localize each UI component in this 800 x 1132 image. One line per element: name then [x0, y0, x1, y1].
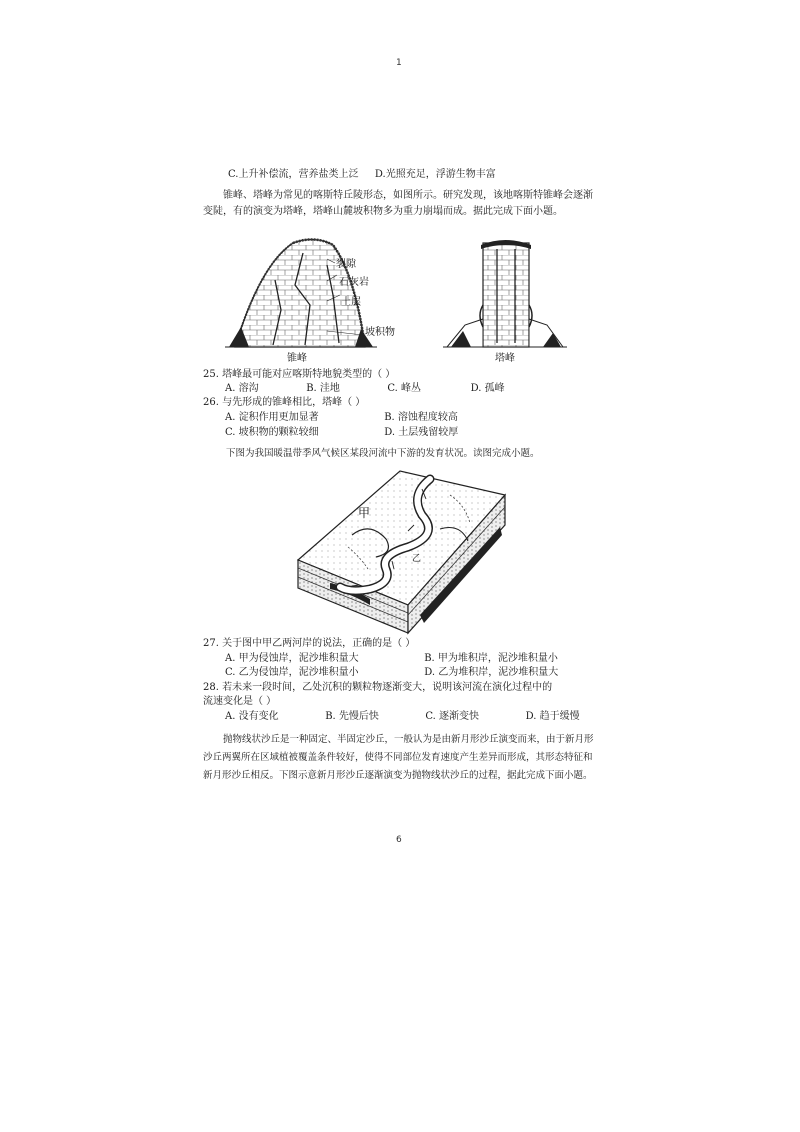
q26-stem: 26. 与先形成的锥峰相比，塔峰（ ）	[203, 397, 366, 408]
q27-stem: 27. 关于图中甲乙两河岸的说法，正确的是（ ）	[203, 638, 416, 649]
label-limestone: 石灰岩	[339, 277, 369, 288]
cone-peak-drawing	[225, 239, 377, 347]
intro-karst	[203, 188, 601, 220]
q27-option-b: B. 甲为堆积岸，泥沙堆积量小	[424, 653, 558, 664]
page-footer-number: 6	[396, 835, 402, 845]
label-soil: 土层	[341, 297, 361, 308]
q25-option-c: C. 峰丛	[387, 383, 422, 394]
intro-river: 下图为我国暖温带季风气候区某段河流中下游的发育状况。读图完成小题。	[226, 448, 540, 459]
q24-option-c: C.上升补偿流，营养盐类上泛	[228, 169, 359, 180]
q28-option-a: A. 没有变化	[225, 711, 279, 722]
karst-figure-svg	[215, 235, 585, 365]
q26-option-b: B. 溶蚀程度较高	[384, 412, 458, 423]
river-figure	[290, 465, 520, 637]
q26-option-a: A. 淀积作用更加显著	[225, 412, 319, 423]
page-header-number: 1	[396, 58, 402, 68]
q27-option-a: A. 甲为侵蚀岸，泥沙堆积量大	[225, 653, 359, 664]
q26-options-row2	[225, 426, 625, 439]
caption-tower-peak: 塔峰	[495, 353, 515, 364]
q25-option-a: A. 溶沟	[225, 383, 259, 394]
q28-options	[225, 710, 625, 723]
q26-option-d: D. 土层残留较厚	[384, 427, 459, 438]
q28-option-c: C. 逐渐变快	[425, 711, 480, 722]
q25-stem: 25. 塔峰最可能对应喀斯特地貌类型的（ ）	[203, 369, 396, 380]
label-crack: 裂隙	[336, 259, 356, 270]
q24-option-d: D.光照充足，浮游生物丰富	[374, 169, 496, 180]
intro-karst-text: 锥峰、塔峰为常见的喀斯特丘陵形态，如图所示。研究发现，该地喀斯特锥峰会逐渐变陡，有的演变为塔峰，塔峰山麓坡积物多为重力崩塌而成。据此完成下面小题。	[203, 190, 593, 217]
q28-stem-line1: 28. 若未来一段时间，乙处沉积的颗粒物逐渐变大，说明该河流在演化过程中的	[203, 682, 553, 693]
karst-figure	[215, 235, 585, 365]
q25-option-d: D. 孤峰	[470, 383, 505, 394]
q28-option-d: D. 趋于缓慢	[525, 711, 580, 722]
label-colluvium: 坡积物	[365, 327, 395, 338]
intro-dune-text: 抛物线状沙丘是一种固定、半固定沙丘，一般认为是由新月形沙丘演变而来，由于新月形沙丘两翼所在区域植被覆盖条件较好，使得不同部位发育速度产生差异而形成，其形态特征和新月形沙丘相反。下图示意新月形沙丘逐渐演变为抛物线状沙丘的过程，据此完成下面小题。	[203, 734, 594, 781]
caption-cone-peak: 锥峰	[287, 353, 307, 364]
q27-option-c: C. 乙为侵蚀岸，泥沙堆积量小	[225, 667, 359, 678]
q25-options	[225, 382, 625, 395]
label-yi: 乙	[412, 554, 422, 564]
q25-option-b: B. 洼地	[306, 383, 340, 394]
q27-options-row2	[225, 666, 625, 679]
q27-options-row1	[225, 652, 625, 665]
q28-stem-line2: 流速变化是（ ）	[203, 696, 277, 707]
q26-options-row1	[225, 411, 625, 424]
q27-option-d: D. 乙为堆积岸，泥沙堆积量大	[424, 667, 559, 678]
q26-option-c: C. 坡积物的颗粒较细	[225, 427, 319, 438]
label-jia: 甲	[358, 506, 371, 520]
river-block-diagram	[290, 465, 520, 637]
tower-peak-drawing	[443, 240, 567, 347]
intro-dune	[203, 731, 601, 785]
q24-options-tail	[228, 168, 628, 181]
q28-option-b: B. 先慢后快	[325, 711, 379, 722]
